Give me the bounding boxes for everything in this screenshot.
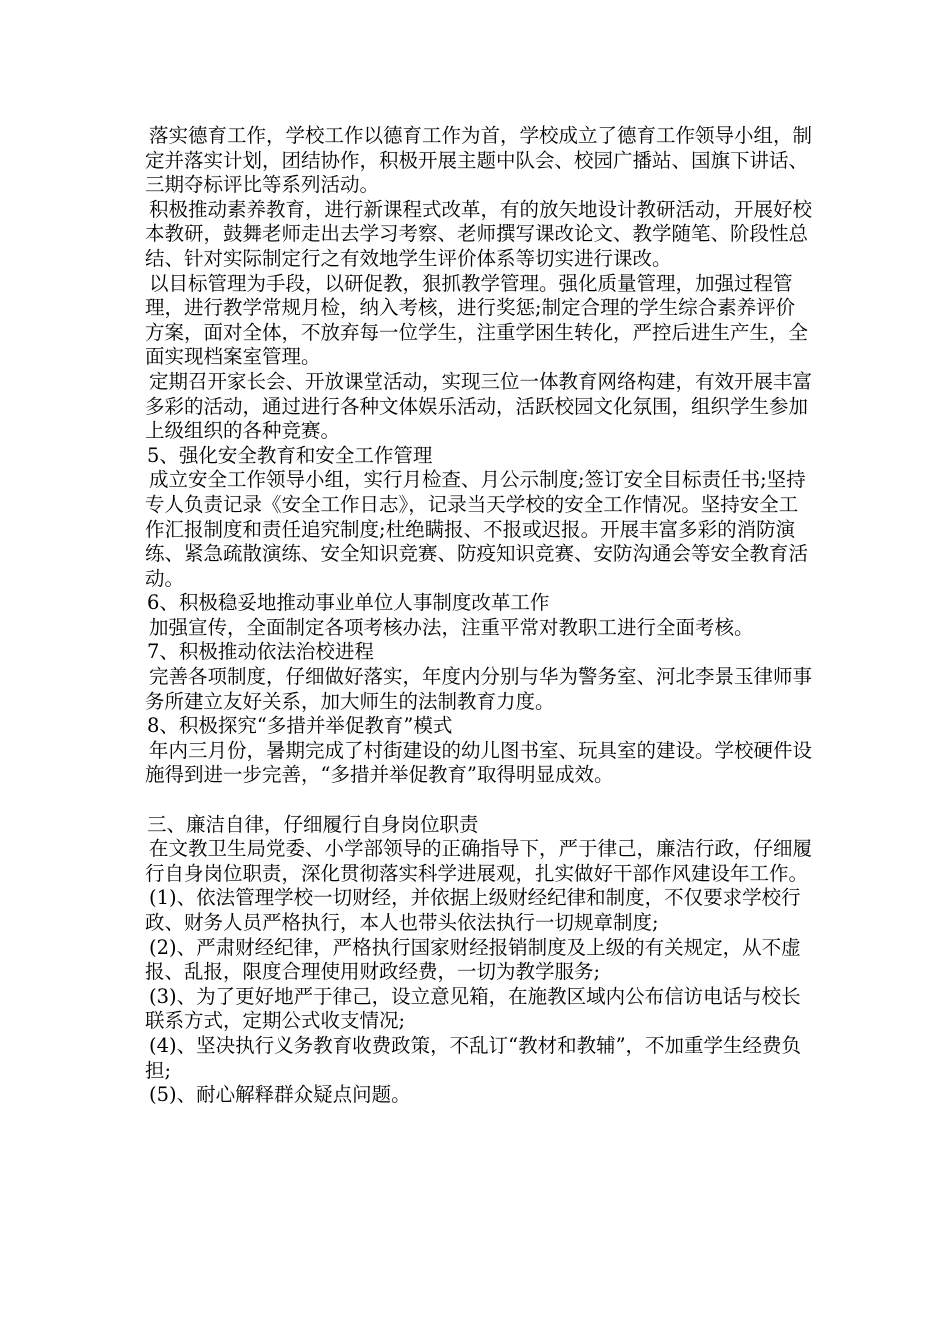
paragraph-quality-education: 积极推动素养教育，进行新课程式改革，有的放矢地设计教研活动，开展好校本教研，鼓舞老师走出去学习考察、老师撰写课改论文、教学随笔、阶段性总结、针对实际制定行之有效地学生评价体系等切实进行课改。 xyxy=(145,197,813,270)
list-item-3: (3)、为了更好地严于律己，设立意见箱，在施教区域内公布信访电话与校长联系方式，定期公式收支情况; xyxy=(145,984,801,1033)
heading-rule-of-law: 7、积极推动依法治校进程 xyxy=(147,640,374,664)
paragraph-safety-work: 成立安全工作领导小组，实行月检查、月公示制度;签订安全目标责任书;坚持专人负责记录《安全工作日志》，记录当天学校的安全工作情况。坚持安全工作汇报制度和责任追究制度;杜绝瞒报、不报或迟报。开展丰富多彩的消防演练、紧急疏散演练、安全知识竞赛、防疫知识竞赛、安防沟通会等安全教育活动。 xyxy=(145,468,809,590)
heading-multiple-measures: 8、积极探究“多措并举促教育”模式 xyxy=(147,714,453,738)
list-item-1: (1)、依法管理学校一切财经，并依据上级财经纪律和制度，不仅要求学校行政、财务人员严格执行，本人也带头依法执行一切规章制度; xyxy=(145,886,801,934)
blank-line xyxy=(145,788,813,813)
list-item-4: (4)、坚决执行义务教育收费政策，不乱订“教材和教辅”，不加重学生经费负担; xyxy=(145,1033,802,1082)
paragraph-integrity: 在文教卫生局党委、小学部领导的正确指导下，严于律己，廉洁行政，仔细履行自身岗位职责，深化贯彻落实科学进展观，扎实做好干部作风建设年工作。 xyxy=(145,837,813,885)
paragraph-multiple-measures: 年内三月份，暑期完成了村街建设的幼儿图书室、玩具室的建设。学校硬件设施得到进一步完善，“多措并举促教育”取得明显成效。 xyxy=(145,738,813,787)
paragraph-parent-meetings: 定期召开家长会、开放课堂活动，实现三位一体教育网络构建，有效开展丰富多彩的活动，通过进行各种文体娱乐活动，活跃校园文化氛围，组织学生参加上级组织的各种竞赛。 xyxy=(145,369,813,443)
paragraph-moral-education: 落实德育工作，学校工作以德育工作为首，学校成立了德育工作领导小组，制定并落实计划，团结协作，积极开展主题中队会、校园广播站、国旗下讲话、三期夺标评比等系列活动。 xyxy=(145,124,813,197)
paragraph-teaching-management: 以目标管理为手段，以研促教，狠抓教学管理。强化质量管理，加强过程管理，进行教学常规月检，纳入考核，进行奖惩;制定合理的学生综合素养评价方案，面对全体，不放弃每一位学生，注重学困生转化，严控后进生产生，全面实现档案室管理。 xyxy=(145,271,809,369)
document-body xyxy=(145,124,813,1108)
list-item-2: (2)、严肃财经纪律，严格执行国家财经报销制度及上级的有关规定，从不虚报、乱报，限度合理使用财政经费，一切为教学服务; xyxy=(145,935,801,984)
paragraph-rule-of-law: 完善各项制度，仔细做好落实，年度内分别与华为警务室、河北李景玉律师事务所建立友好关系，加大师生的法制教育力度。 xyxy=(145,665,813,713)
heading-safety-education: 5、强化安全教育和安全工作管理 xyxy=(147,443,433,467)
heading-integrity: 三、廉洁自律，仔细履行自身岗位职责 xyxy=(147,812,479,836)
list-item-5: (5)、耐心解释群众疑点问题。 xyxy=(149,1083,411,1107)
paragraph-personnel-reform: 加强宣传，全面制定各项考核办法，注重平常对教职工进行全面考核。 xyxy=(149,615,754,639)
heading-personnel-reform: 6、积极稳妥地推动事业单位人事制度改革工作 xyxy=(147,591,550,615)
